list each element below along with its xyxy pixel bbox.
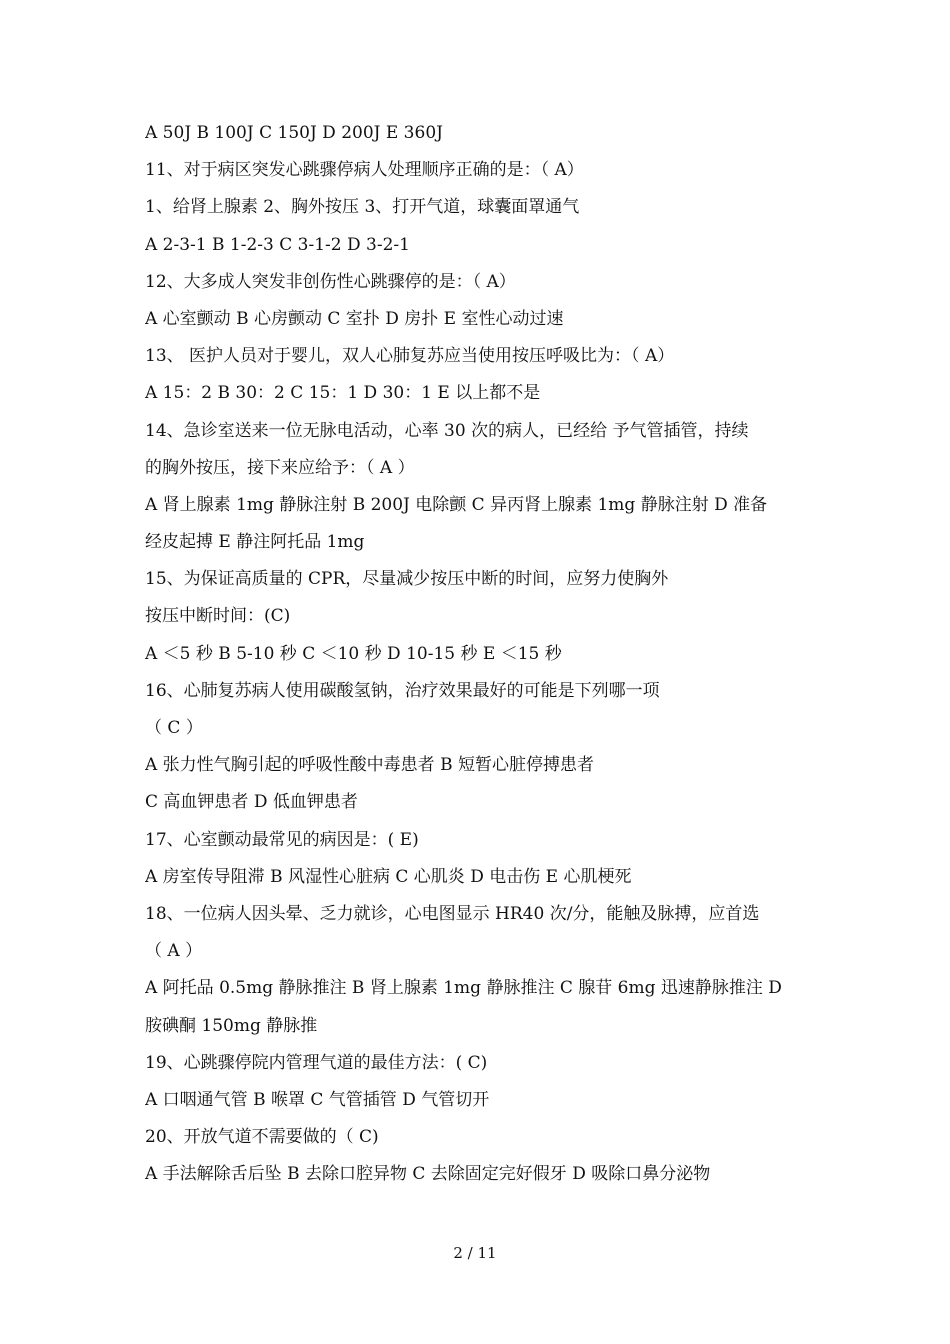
answer-options: A 口咽通气管 B 喉罩 C 气管插管 D 气管切开 (145, 1089, 490, 1110)
question-15-cont: 按压中断时间：(C) (145, 606, 291, 627)
question-16-answer: （ C ） (145, 718, 203, 738)
question-14-cont: 的胸外按压，接下来应给予：（ A ） (145, 457, 415, 478)
text-line: 1、给肾上腺素 2、胸外按压 3、打开气道，球囊面罩通气 (145, 197, 580, 218)
question-13: 13、 医护人员对于婴儿，双人心肺复苏应当使用按压呼吸比为：（ A） (145, 346, 675, 367)
answer-options: A 张力性气胸引起的呼吸性酸中毒患者 B 短暂心脏停搏患者 (145, 755, 594, 776)
question-16: 16、心肺复苏病人使用碳酸氢钠，治疗效果最好的可能是下列哪一项 (145, 680, 660, 701)
question-14: 14、急诊室送来一位无脉电活动，心率 30 次的病人，已经给 予气管插管，持续 (145, 420, 749, 441)
question-15: 15、为保证高质量的 CPR，尽量减少按压中断的时间，应努力使胸外 (145, 569, 669, 590)
question-11: 11、对于病区突发心跳骤停病人处理顺序正确的是：（ A） (145, 160, 584, 181)
answer-options: A 阿托品 0.5mg 静脉推注 B 肾上腺素 1mg 静脉推注 C 腺苷 6mg 迅速静脉推注 D (145, 978, 782, 999)
question-17: 17、心室颤动最常见的病因是：( E) (145, 829, 419, 850)
text-line: A 50J B 100J C 150J D 200J E 360J (145, 123, 443, 143)
page-number: 2 / 11 (453, 1244, 497, 1262)
answer-options-cont: C 高血钾患者 D 低血钾患者 (145, 792, 358, 813)
answer-options: A 手法解除舌后坠 B 去除口腔异物 C 去除固定完好假牙 D 吸除口鼻分泌物 (145, 1164, 711, 1185)
answer-options-cont: 经皮起搏 E 静注阿托品 1mg (145, 532, 365, 553)
question-12: 12、大多成人突发非创伤性心跳骤停的是：（ A） (145, 271, 516, 292)
answer-options: A ＜5 秒 B 5-10 秒 C ＜10 秒 D 10-15 秒 E ＜15 秒 (145, 643, 562, 664)
answer-options: A 15：2 B 30：2 C 15：1 D 30：1 E 以上都不是 (145, 383, 541, 404)
question-19: 19、心跳骤停院内管理气道的最佳方法：( C) (145, 1052, 488, 1073)
question-18: 18、一位病人因头晕、乏力就诊，心电图显示 HR40 次/分，能触及脉搏，应首选 (145, 903, 760, 924)
answer-options-cont: 胺碘酮 150mg 静脉推 (145, 1015, 318, 1036)
question-20: 20、开放气道不需要做的（ C) (145, 1127, 379, 1148)
answer-options: A 2-3-1 B 1-2-3 C 3-1-2 D 3-2-1 (145, 234, 410, 255)
answer-options: A 心室颤动 B 心房颤动 C 室扑 D 房扑 E 室性心动过速 (145, 308, 564, 329)
question-18-answer: （ A ） (145, 941, 203, 962)
question-text-body (145, 115, 825, 1193)
answer-options: A 房室传导阻滞 B 风湿性心脏病 C 心肌炎 D 电击伤 E 心肌梗死 (145, 866, 632, 887)
answer-options: A 肾上腺素 1mg 静脉注射 B 200J 电除颤 C 异丙肾上腺素 1mg 静脉注射 D 准备 (145, 494, 768, 515)
